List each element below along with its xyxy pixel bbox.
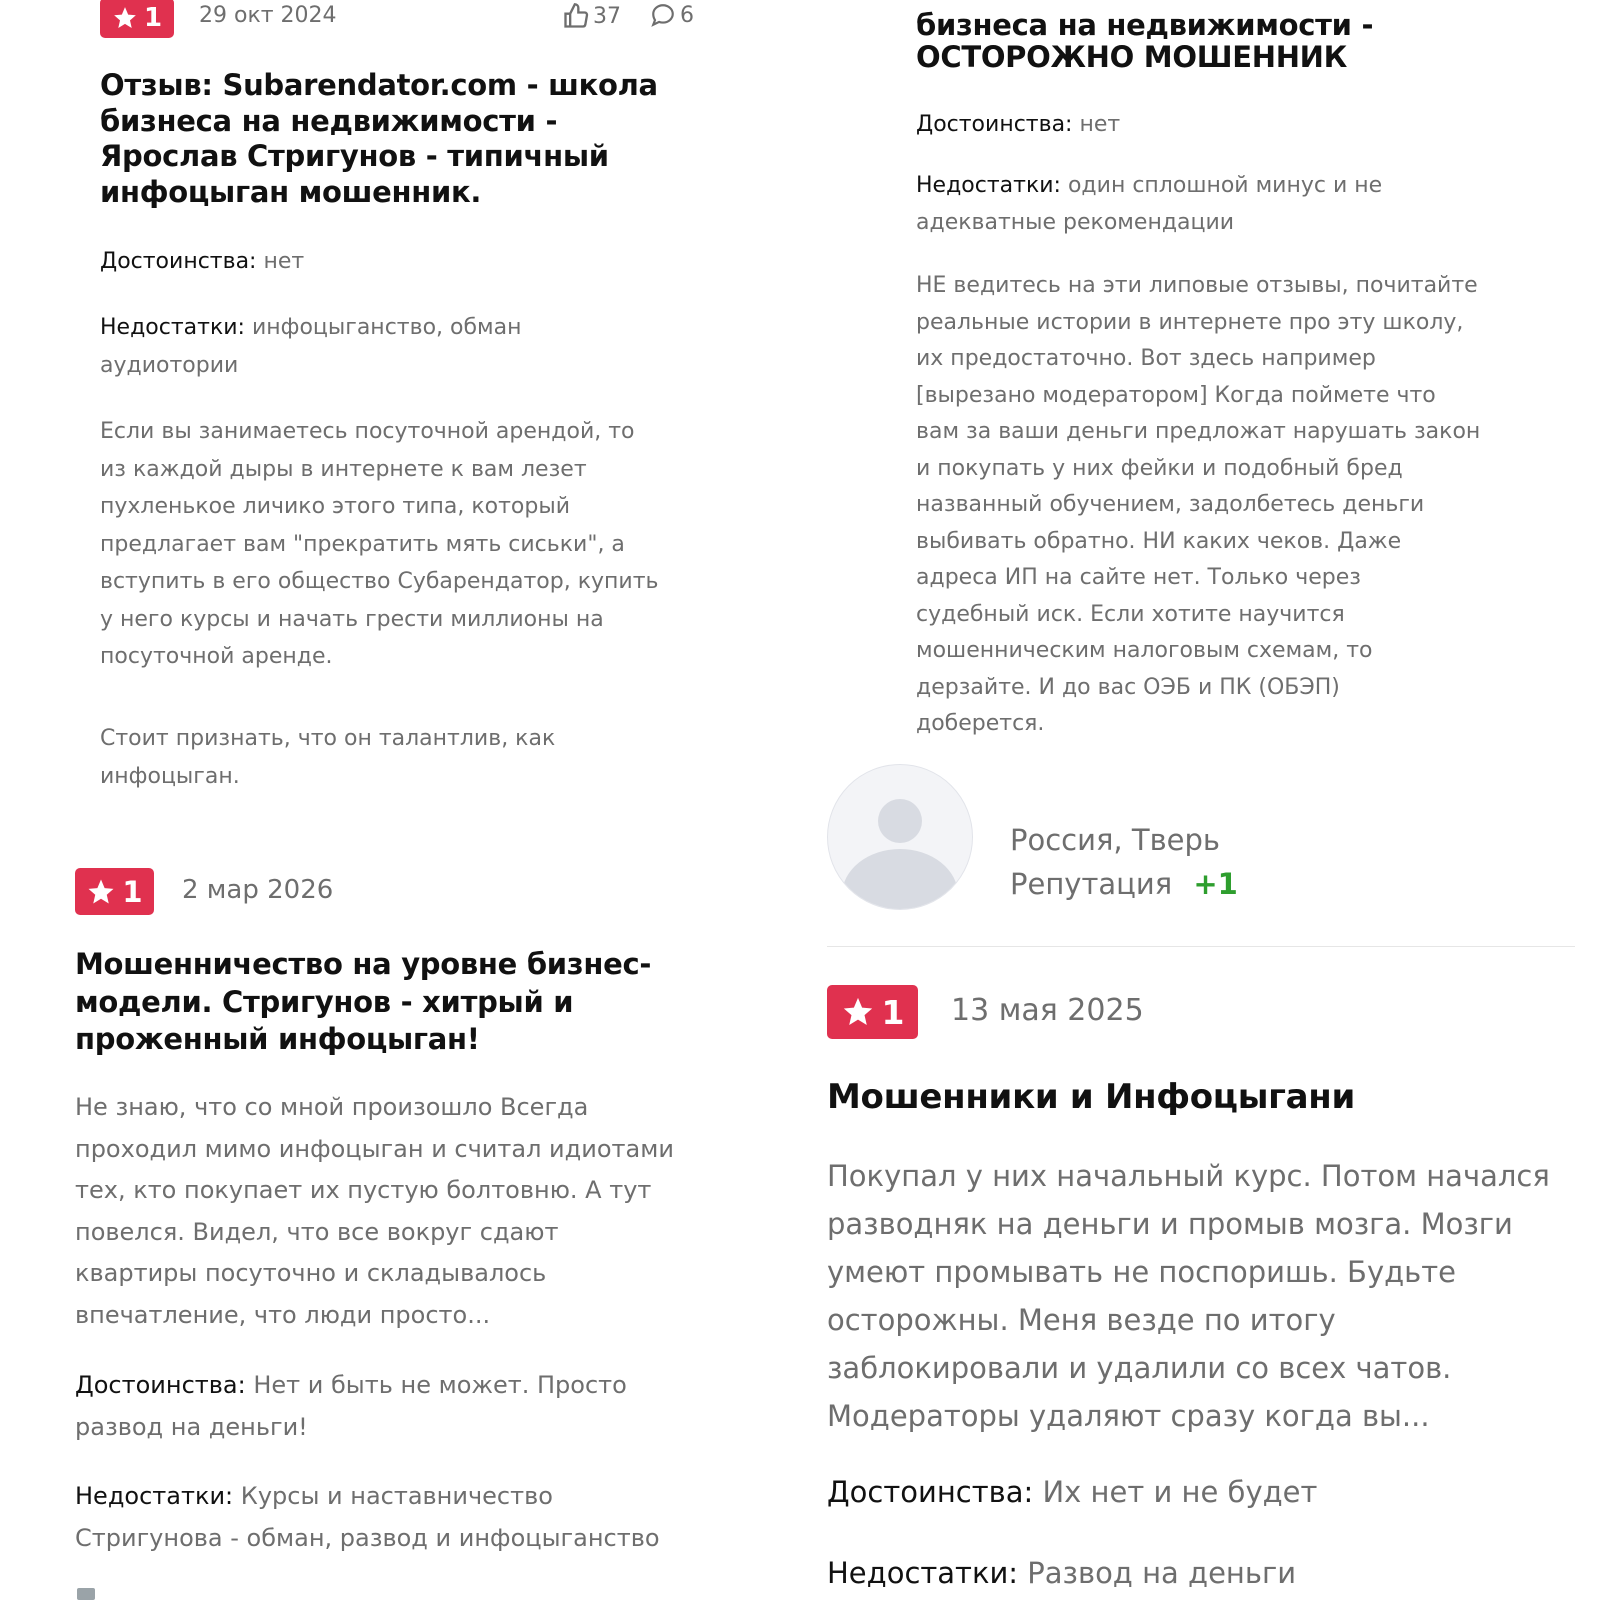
pros-label: Достоинства: bbox=[827, 1475, 1034, 1509]
cons-value: Развод на деньги bbox=[1027, 1556, 1297, 1590]
cons-label: Недостатки: bbox=[75, 1482, 234, 1510]
cons-value-cont: адекватные рекомендации bbox=[916, 209, 1235, 235]
review-cons bbox=[827, 1549, 1296, 1597]
pros-value: нет bbox=[263, 249, 305, 274]
pros-label: Достоинства: bbox=[916, 112, 1073, 137]
star-icon bbox=[112, 5, 138, 31]
rating-badge bbox=[75, 868, 154, 915]
rating-badge bbox=[827, 985, 918, 1039]
cons-value: Курсы и наставничество bbox=[240, 1482, 553, 1510]
pros-value: нет bbox=[1079, 112, 1121, 137]
author-location: Россия, Тверь bbox=[1010, 823, 1220, 857]
pros-value: Нет и быть не может. Просто bbox=[253, 1371, 627, 1399]
author-reputation bbox=[1010, 867, 1238, 901]
cons-value-cont: аудиотории bbox=[100, 352, 239, 378]
like-button[interactable] bbox=[562, 2, 621, 30]
review-date: 29 окт 2024 bbox=[199, 3, 337, 28]
pros-label: Достоинства: bbox=[75, 1371, 246, 1399]
rating-value: 1 bbox=[143, 3, 163, 33]
rating-value: 1 bbox=[881, 992, 905, 1032]
cons-label: Недостатки: bbox=[916, 173, 1061, 198]
review-date: 13 мая 2025 bbox=[951, 993, 1144, 1028]
review-title[interactable]: Мошенники и Инфоцыгани bbox=[827, 1077, 1355, 1117]
review-title[interactable]: Мошенничество на уровне бизнес- модели. Стригунов - хитрый и проженный инфоцыган! bbox=[75, 947, 652, 1056]
rating-value: 1 bbox=[122, 874, 143, 909]
review-body: Не знаю, что со мной произошло Всегда проходил мимо инфоцыган и считал идиотами тех, кто покупает их пустую болтовню. А тут повелся. Видел, что все вокруг сдают квартиры посуточно и складывалось впечатление, что люди просто... bbox=[75, 1093, 674, 1329]
cons-value-cont: Стригунова - обман, развод и инфоцыганство bbox=[75, 1523, 660, 1552]
user-icon bbox=[828, 765, 972, 909]
review-pros bbox=[75, 1365, 755, 1448]
comments-button[interactable] bbox=[650, 2, 694, 28]
cons-value: инфоцыганство, обман bbox=[251, 315, 522, 340]
pros-label: Достоинства: bbox=[100, 249, 257, 274]
review-cons bbox=[916, 168, 1556, 241]
review-pros bbox=[916, 107, 1120, 144]
attachment-thumbnail[interactable] bbox=[77, 1588, 147, 1600]
cons-label: Недостатки: bbox=[100, 315, 245, 340]
review-cons bbox=[75, 1476, 775, 1559]
pros-value-cont: развод на деньги! bbox=[75, 1412, 308, 1441]
review-body: Если вы занимаетесь посуточной арендой, то из каждой дыры в интернете к вам лезет пухленькое личико этого типа, который предлагает вам "прекратить мять сиськи", а вступить в его общество Субарендатор, купить у него курсы и начать грести миллионы на посуточной аренде. bbox=[100, 419, 659, 669]
rating-badge bbox=[100, 0, 174, 38]
comments-count: 6 bbox=[680, 2, 694, 28]
author-name-cut bbox=[1010, 792, 1310, 806]
review-body-conclusion: Стоит признать, что он талантлив, как инфоцыган. bbox=[100, 726, 556, 789]
pros-value: Их нет и не будет bbox=[1042, 1475, 1318, 1509]
review-pros bbox=[100, 243, 304, 281]
star-icon bbox=[841, 995, 875, 1029]
reputation-value: +1 bbox=[1193, 867, 1238, 901]
review-title-cut-top bbox=[916, 0, 1536, 2]
review-pros bbox=[827, 1468, 1317, 1516]
cons-label: Недостатки: bbox=[827, 1556, 1019, 1590]
review-body: Покупал у них начальный курс. Потом начался разводняк на деньги и промыв мозга. Мозги умеют промывать не поспоришь. Будьте осторожны. Меня везде по итогу заблокировали и удалили со всех чатов. Модераторы удаляют сразу когда вы... bbox=[827, 1159, 1550, 1433]
review-body: НЕ ведитесь на эти липовые отзывы, почитайте реальные истории в интернете про эту школу, их предостаточно. Вот здесь например [вырезано модератором] Когда поймете что вам за ваши деньги предложат нарушать закон и покупать у них фейки и подобный бред названный обучением, задолбетесь деньги выбивать обратно. НИ каких чеков. Даже адреса ИП на сайте нет. Только через судебный иск. Если хотите научится мошенническим налоговым схемам, то дерзайте. И до вас ОЭБ и ПК (ОБЭП) доберется. bbox=[916, 273, 1481, 736]
review-cons bbox=[100, 309, 700, 384]
review-title[interactable]: Отзыв: Subarendator.com - школа бизнеса на недвижимости - Ярослав Стригунов - типичный инфоцыган мошенник. bbox=[100, 68, 658, 209]
reputation-label: Репутация bbox=[1010, 867, 1173, 901]
divider bbox=[827, 946, 1575, 947]
comment-icon bbox=[650, 2, 676, 28]
review-title[interactable]: бизнеса на недвижимости - ОСТОРОЖНО МОШЕННИК bbox=[916, 8, 1374, 74]
avatar[interactable] bbox=[827, 764, 973, 910]
review-date: 2 мар 2026 bbox=[182, 875, 334, 905]
star-icon bbox=[86, 877, 116, 907]
cons-value: один сплошной минус и не bbox=[1067, 173, 1383, 198]
thumbs-up-icon bbox=[562, 2, 590, 30]
likes-count: 37 bbox=[593, 3, 621, 29]
